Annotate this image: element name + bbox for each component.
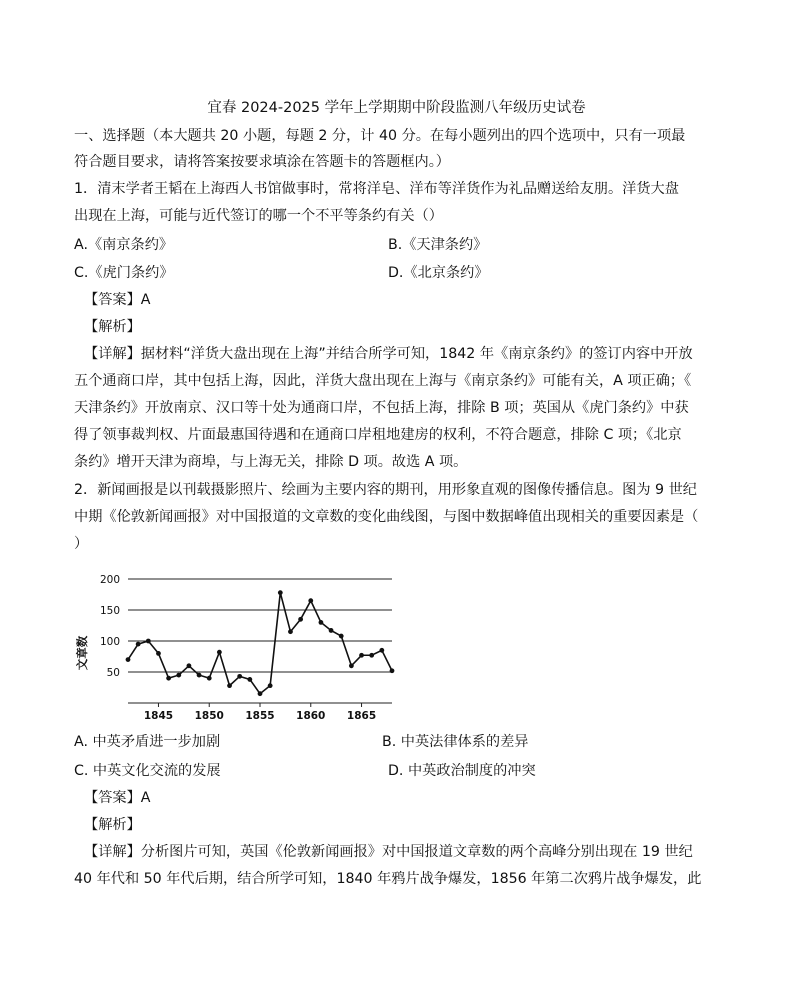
y-axis-label: 文章数: [75, 635, 89, 671]
x-tick-label-1850: 1850: [194, 710, 224, 722]
section-header-line-2: 符合题目要求，请将答案按要求填涂在答题卡的答题框内。）: [74, 154, 450, 170]
data-point-1854: [247, 677, 252, 682]
data-point-1864: [349, 663, 354, 668]
data-point-1866: [369, 653, 374, 658]
q1-analysis-label: 【解析】: [84, 319, 141, 335]
q1-detail-line-5: 条约》增开天津为商埠，与上海无关，排除 D 项。故选 A 项。: [74, 454, 468, 470]
data-point-1853: [237, 674, 242, 679]
q2-detail-line-1: 【详解】分析图片可知，英国《伦敦新闻画报》对中国报道文章数的两个高峰分别出现在 19 世纪: [84, 844, 693, 860]
q2-answer: 【答案】A: [84, 790, 151, 806]
q1-option-c: C.《虎门条约》: [74, 265, 174, 281]
data-point-1867: [379, 648, 384, 653]
data-point-1847: [176, 673, 181, 678]
q1-stem-line-1: 1．清末学者王韬在上海西人书馆做事时，常将洋皂、洋布等洋货作为礼品赠送给友朋。洋货大盘: [74, 181, 679, 197]
q1-answer: 【答案】A: [84, 292, 151, 308]
x-tick-label-1860: 1860: [296, 710, 326, 722]
q2-stem-line-2: 中期《伦敦新闻画报》对中国报道的文章数的变化曲线图，与图中数据峰值出现相关的重要因素是（: [74, 509, 699, 525]
data-point-1855: [258, 691, 263, 696]
y-tick-label-200: 200: [99, 574, 120, 586]
data-point-1863: [339, 634, 344, 639]
q1-option-b: B.《天津条约》: [388, 237, 488, 253]
y-tick-label-150: 150: [99, 605, 120, 617]
data-point-1851: [217, 650, 222, 655]
data-point-1860: [308, 598, 313, 603]
data-point-1859: [298, 617, 303, 622]
q2-option-a: A. 中英矛盾进一步加剧: [74, 734, 221, 750]
q2-stem-line-1: 2．新闻画报是以刊载摄影照片、绘画为主要内容的期刊，用形象直观的图像传播信息。图为 9 世纪: [74, 482, 697, 498]
data-point-1848: [187, 663, 192, 668]
data-point-1845: [156, 651, 161, 656]
data-point-1868: [390, 668, 395, 673]
article-count-line-chart: [70, 565, 410, 730]
q1-detail-line-4: 得了领事裁判权、片面最惠国待遇和在通商口岸租地建房的权利，不符合题意，排除 C 项；《北京: [74, 427, 682, 443]
q2-option-d: D. 中英政治制度的冲突: [388, 763, 536, 779]
data-point-1852: [227, 683, 232, 688]
x-tick-label-1845: 1845: [143, 710, 174, 722]
data-point-1865: [359, 653, 364, 658]
data-point-1850: [207, 676, 212, 681]
q1-stem-line-2: 出现在上海，可能与近代签订的哪一个不平等条约有关（）: [74, 208, 443, 224]
data-point-1858: [288, 629, 293, 634]
q2-detail-line-2: 40 年代和 50 年代后期，结合所学可知，1840 年鸦片战争爆发，1856 年第二次鸦片战争爆发，此: [74, 871, 702, 887]
q1-option-d: D.《北京条约》: [388, 265, 489, 281]
q2-option-c: C. 中英文化交流的发展: [74, 763, 221, 779]
q1-detail-line-3: 天津条约》开放南京、汉口等十处为通商口岸，不包括上海，排除 B 项；英国从《虎门条约》中获: [74, 400, 689, 416]
data-point-1843: [136, 642, 141, 647]
section-header-line-1: 一、选择题（本大题共 20 小题，每题 2 分，计 40 分。在每小题列出的四个选项中，只有一项最: [74, 128, 686, 144]
data-point-1842: [126, 657, 131, 662]
q2-option-b: B. 中英法律体系的差异: [382, 734, 529, 750]
data-point-1846: [166, 676, 171, 681]
data-point-1862: [329, 628, 334, 633]
q2-analysis-label: 【解析】: [84, 817, 141, 833]
data-point-1861: [319, 620, 324, 625]
y-tick-label-100: 100: [99, 636, 120, 648]
data-point-1857: [278, 590, 283, 595]
x-tick-label-1865: 1865: [346, 710, 377, 722]
q1-detail-line-2: 五个通商口岸，其中包括上海，因此，洋货大盘出现在上海与《南京条约》可能有关，A 项正确；《: [74, 373, 692, 389]
q1-detail-line-1: 【详解】据材料“洋货大盘出现在上海”并结合所学可知，1842 年《南京条约》的签订内容中开放: [84, 346, 693, 362]
data-point-1856: [268, 683, 273, 688]
q1-option-a: A.《南京条约》: [74, 237, 174, 253]
q2-stem-line-3: ）: [74, 536, 89, 552]
y-tick-label-50: 50: [106, 667, 120, 679]
page-title: 宜春 2024-2025 学年上学期期中阶段监测八年级历史试卷: [207, 100, 586, 116]
data-point-1849: [197, 673, 202, 678]
data-point-1844: [146, 639, 151, 644]
x-tick-label-1855: 1855: [245, 710, 275, 722]
